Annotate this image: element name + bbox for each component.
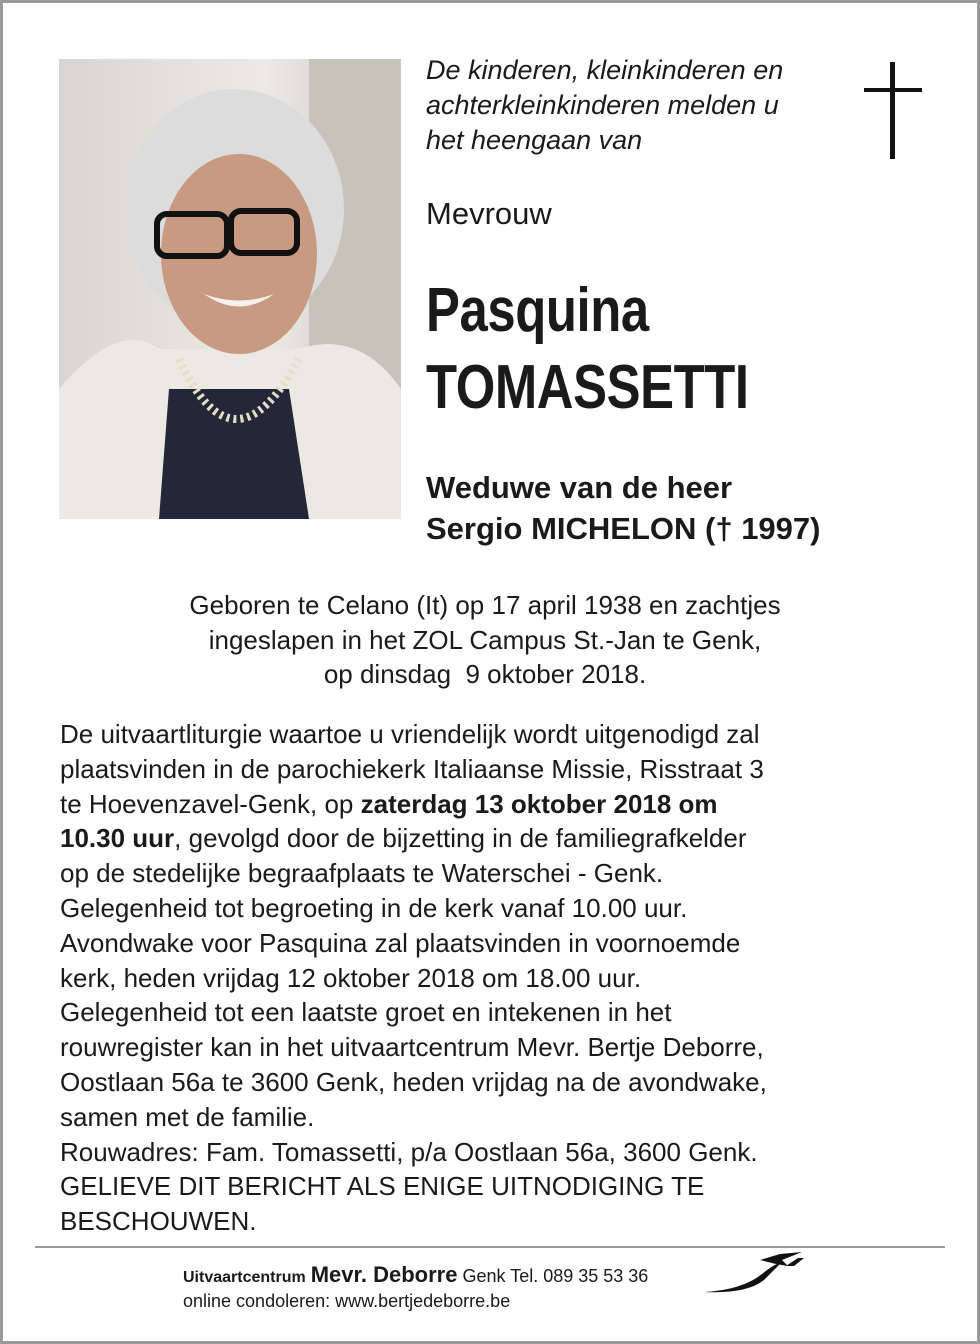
body-line: samen met de familie. — [60, 1101, 315, 1132]
body-line: Gelegenheid tot een laatste groet en intekenen in het — [60, 997, 672, 1028]
footer-label: Uitvaartcentrum — [183, 1269, 306, 1286]
divider — [35, 1246, 945, 1248]
title-prefix: Mevrouw — [426, 196, 552, 231]
born-line: Geboren te Celano (It) op 17 april 1938 en zachtjes — [189, 590, 781, 620]
body-line: Oostlaan 56a te 3600 Genk, heden vrijdag na de avondwake, — [60, 1066, 767, 1097]
funeral-date: zaterdag 13 oktober 2018 om — [360, 788, 718, 819]
body-line: Gelegenheid tot begroeting in de kerk vanaf 10.00 uur. — [60, 892, 688, 923]
intro-line: het heengaan van — [426, 125, 643, 155]
bird-logo-icon — [702, 1252, 806, 1294]
last-name: TOMASSETTI — [426, 353, 749, 422]
widow-of — [426, 467, 820, 549]
born-line: op dinsdag 9 oktober 2018. — [323, 659, 647, 689]
body-line: rouwregister kan in het uitvaartcentrum Mevr. Bertje Deborre, — [60, 1032, 764, 1063]
portrait-photo — [59, 59, 401, 519]
birth-death-info — [0, 588, 970, 692]
footer-phone: Tel. 089 35 53 36 — [510, 1266, 649, 1286]
widow-line: Sergio MICHELON († 1997) — [426, 511, 821, 546]
widow-line: Weduwe van de heer — [426, 470, 733, 505]
body-line: GELIEVE DIT BERICHT ALS ENIGE UITNODIGING TE — [60, 1171, 705, 1202]
born-line: ingeslapen in het ZOL Campus St.-Jan te Genk, — [208, 624, 762, 655]
funeral-time: 10.30 uur — [60, 823, 175, 854]
body-line: Avondwake voor Pasquina zal plaatsvinden in voornoemde — [60, 927, 741, 958]
intro-line: achterkleinkinderen melden u — [426, 90, 779, 120]
body-line: BESCHOUWEN. — [60, 1206, 257, 1237]
funeral-details — [60, 717, 940, 1239]
body-line — [60, 787, 940, 822]
cross-icon — [864, 62, 922, 159]
body-line — [60, 821, 940, 856]
intro-line: De kinderen, kleinkinderen en — [426, 55, 784, 85]
online-condolence: online condoleren: www.bertjedeborre.be — [183, 1291, 511, 1311]
body-line: De uitvaartliturgie waartoe u vriendelijk wordt uitgenodigd zal — [60, 719, 760, 749]
body-line: op de stedelijke begraafplaats te Waterschei - Genk. — [60, 858, 664, 889]
funeral-home-info — [183, 1262, 648, 1288]
funeral-home-brand: Mevr. Deborre — [310, 1262, 458, 1287]
text: , gevolgd door de bijzetting in de familiegrafkelder — [174, 823, 747, 854]
footer-city: Genk — [462, 1266, 506, 1286]
first-name: Pasquina — [426, 276, 649, 345]
intro-text — [426, 53, 846, 158]
body-line: plaatsvinden in de parochiekerk Italiaanse Missie, Risstraat 3 — [60, 753, 764, 784]
body-line: Rouwadres: Fam. Tomassetti, p/a Oostlaan 56a, 3600 Genk. — [60, 1136, 758, 1167]
text: te Hoevenzavel-Genk, op — [60, 788, 361, 819]
body-line: kerk, heden vrijdag 12 oktober 2018 om 18.00 uur. — [60, 962, 642, 993]
